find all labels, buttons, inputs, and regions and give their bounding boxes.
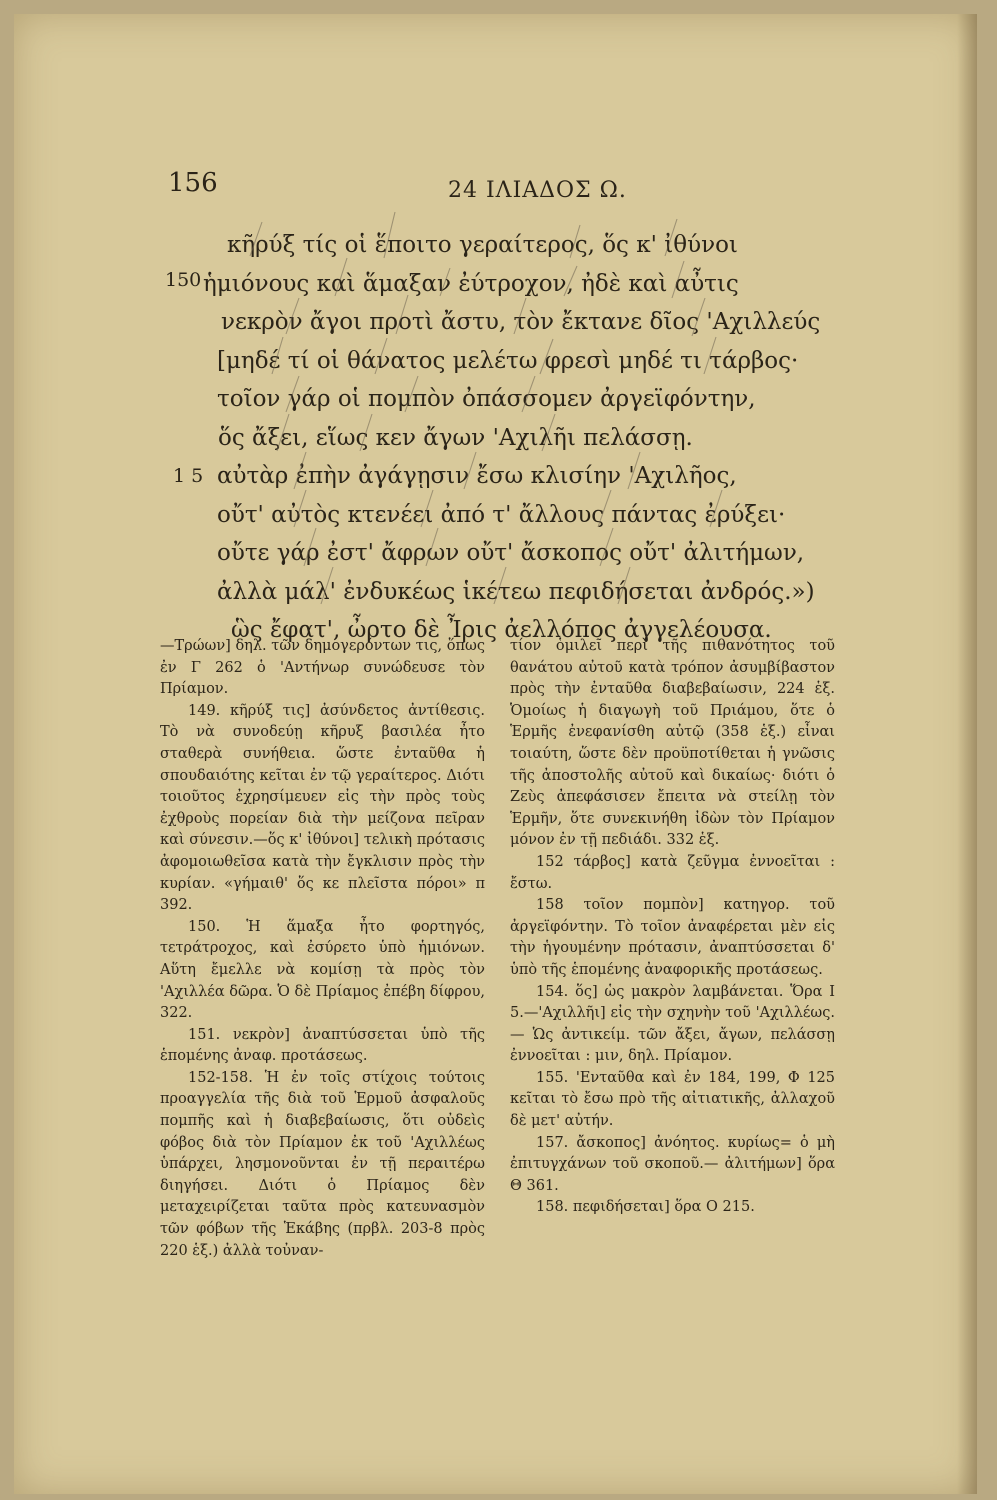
commentary-note: 158 τοῖον πομπὸν] κατηγορ. τοῦ ἀργεϊφόντην. Τὸ τοῖον ἀναφέρεται μὲν εἰς τὴν ἡγουμένην πρότασιν, ἀναπτύσσεται δ' ὑπὸ τῆς ἑπομένης ἀναφορικῆς προτάσεως. [510, 897, 835, 978]
verse-text: τοῖον γάρ οἱ πομπὸν ὀπάσσομεν ἀργεϊφόντην, [217, 386, 756, 412]
verse-line [165, 419, 845, 458]
verse-text: ἡμιόνους καὶ ἅμαξαν ἐύτροχον, ἠδὲ καὶ αὖτις [203, 270, 739, 297]
verse-line [165, 342, 845, 381]
line-number: 150 [165, 268, 202, 291]
commentary-note: 149. κῆρύξ τις] ἀσύνδετος ἀντίθεσις. Τὸ νὰ συνοδεύῃ κῆρυξ βασιλέα ἦτο σταθερὰ συνήθεια. ὥστε ἐνταῦθα ἡ σπουδαιότης κεῖται ἐν τῷ γεραίτερος. Διότι τοιοῦτος ἐχρησίμευεν εἰς τὴν πρὸς τοὺς ἐχθροὺς πορείαν διὰ τὴν μείζονα πεῖραν καὶ σύνεσιν.—ὅς κ' ἰθύνοι] τελικὴ πρότασις ἀφομοιωθεῖσα κατὰ τὴν ἔγκλισιν πρὸς τὴν κυρίαν. «γήμαιθ' ὅς κε πλεῖστα πόροι» π 392. [160, 702, 485, 914]
verse-text: ὅς ἄξει, εἵως κεν ἄγων 'Αχιλῆι πελάσσῃ. [218, 424, 693, 451]
verse-block [165, 226, 845, 650]
verse-text: [μηδέ τί οἱ θάνατος μελέτω φρεσὶ μηδέ τι τάρβος· [217, 347, 799, 374]
commentary-note: 150. Ἡ ἅμαξα ἦτο φορτηγός, τετράτροχος, καὶ ἐσύρετο ὑπὸ ἡμιόνων. Αὕτη ἔμελλε νὰ κομίσῃ τὰ πρὸς τὸν 'Αχιλλέα δῶρα. Ὁ δὲ Πρίαμος ἐπέβη δίφρου, 322. [160, 918, 485, 1022]
verse-text: κῆρύξ τίς οἱ ἕποιτο γεραίτερος, ὅς κ' ἰθύνοι [227, 232, 738, 258]
commentary-left-column [160, 636, 485, 1262]
commentary-note: 157. ἄσκοπος] ἀνόητος. κυρίως= ὁ μὴ ἐπιτυγχάνων τοῦ σκοποῦ.— ἀλιτήμων] ὅρα Θ 361. [510, 1134, 835, 1194]
line-number: 1 5 [173, 465, 204, 487]
verse-line [165, 265, 845, 304]
verse-line [165, 573, 845, 612]
page-number: 156 [168, 168, 218, 198]
commentary-note: —Τρώων] δηλ. τῶν δημογερόντων τις, ὅπως ἐν Γ 262 ὁ 'Αντήνωρ συνώδευσε τὸν Πρίαμον. [160, 638, 485, 698]
running-title: 24 ΙΛΙΑΔΟΣ Ω. [448, 178, 627, 203]
verse-text: αὐτὰρ ἐπὴν ἀγάγῃσιν ἔσω κλισίην 'Αχιλῆος, [217, 463, 737, 489]
commentary-note: 152 τάρβος] κατὰ ζεῦγμα ἐννοεῖται : ἔστω. [510, 853, 835, 892]
verse-text: ὣς ἔφατ', ὦρτο δὲ Ἶρις ἀελλόπος ἀγγελέουσα. [231, 617, 772, 643]
page-header [168, 168, 808, 208]
commentary-note: 152-158. Ἡ ἐν τοῖς στίχοις τούτοις προαγγελία τῆς διὰ τοῦ Ἑρμοῦ ἀσφαλοῦς πομπῆς καὶ ἡ διαβεβαίωσις, ὅτι οὐδεὶς φόβος διὰ τὸν Πρίαμον ἐκ τοῦ 'Αχιλλέως ὑπάρχει, λησμονοῦνται ἐν τῇ περαιτέρω διηγήσει. Διότι ὁ Πρίαμος δὲν μεταχειρίζεται ταῦτα πρὸς κατευνασμὸν τῶν φόβων τῆς Ἑκάβης (πρβλ. 203-8 πρὸς 220 ἑξ.) ἀλλὰ τοὐναν- [160, 1069, 485, 1259]
verse-line [165, 303, 845, 342]
commentary-right-column [510, 636, 835, 1219]
verse-text: νεκρὸν ἄγοι προτὶ ἄστυ, τὸν ἔκτανε δῖος 'Αχιλλεύς [221, 309, 821, 335]
commentary-note: 158. πεφιδήσεται] ὅρα Ο 215. [536, 1199, 755, 1216]
verse-text: οὔτ' αὐτὸς κτενέει ἀπό τ' ἄλλους πάντας ἐρύξει· [217, 501, 786, 528]
verse-line [165, 534, 845, 573]
commentary-note: 154. ὅς] ὡς μακρὸν λαμβάνεται. Ὅρα Ι 5.—'Αχιλλῆι] εἰς τὴν σχηνὴν τοῦ 'Αχιλλέως.— Ὡς ἀντικείμ. τῶν ἄξει, ἄγων, πελάσσῃ ἐννοεῖται : μιν, δηλ. Πρίαμον. [510, 983, 835, 1065]
verse-text: ἀλλὰ μάλ' ἐνδυκέως ἱκέτεω πεφιδήσεται ἀνδρός.») [217, 578, 815, 605]
verse-line [165, 380, 845, 419]
commentary-note: 155. 'Ενταῦθα καὶ ἐν 184, 199, Φ 125 κεῖται τὸ ἔσω πρὸ τῆς αἰτιατικῆς, ἀλλαχοῦ δὲ μετ' αὐτήν. [510, 1069, 835, 1130]
commentary-note: τίον ὁμιλεῖ περὶ τῆς πιθανότητος τοῦ θανάτου αὐτοῦ κατὰ τρόπον ἀσυμβίβαστον πρὸς τὴν ἐνταῦθα διαβεβαίωσιν, 224 ἑξ. Ὁμοίως ἡ διαγωγὴ τοῦ Πριάμου, ὅτε ὁ Ἑρμῆς ἐνεφανίσθη αὐτῷ (358 ἑξ.) εἶναι τοιαύτη, ὥστε δὲν προϋποτίθεται ἡ γνῶσις τῆς ἀποστολῆς αὐτοῦ καὶ δικαίως· διότι ὁ Ζεὺς ἀπεφάσισεν ἔπειτα νὰ στείλῃ τὸν Ἑρμῆν, ὅτε συνεκινήθη ἰδὼν τὸν Πρίαμον μόνον ἐν τῇ πεδιάδι. 332 ἑξ. [510, 638, 835, 849]
verse-line [165, 226, 845, 265]
page-edge-shadow [957, 14, 977, 1494]
verse-line [165, 457, 845, 496]
commentary-note: 151. νεκρὸν] ἀναπτύσσεται ὑπὸ τῆς ἑπομένης ἀναφ. προτάσεως. [160, 1026, 485, 1065]
verse-text: οὔτε γάρ ἐστ' ἄφρων οὔτ' ἄσκοπος οὔτ' ἀλιτήμων, [217, 540, 805, 566]
verse-line [165, 496, 845, 535]
